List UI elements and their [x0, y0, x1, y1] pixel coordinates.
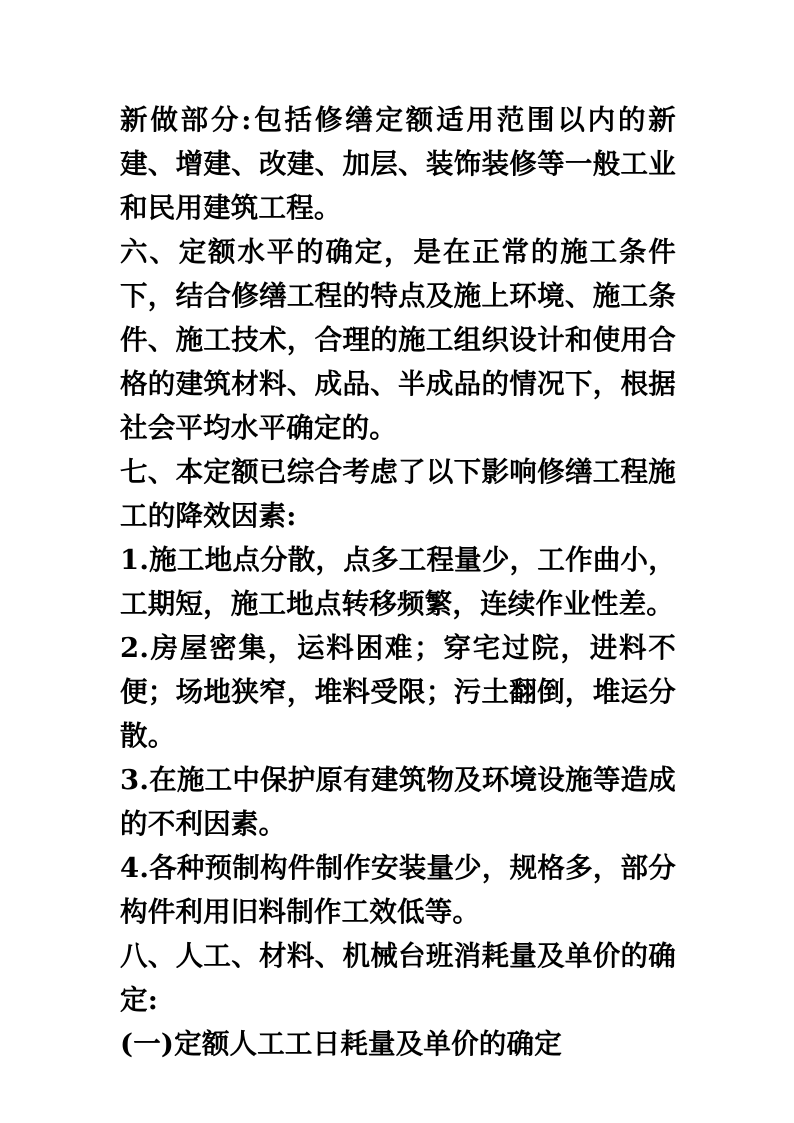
paragraph-section-seven: 七、本定额已综合考虑了以下影响修缮工程施工的降效因素: — [120, 456, 676, 532]
paragraph-item-2: 2.房屋密集，运料困难；穿宅过院，进料不便；场地狭窄，堆料受限；污土翻倒，堆运分散。 — [120, 632, 676, 752]
paragraph-section-six: 六、定额水平的确定，是在正常的施工条件下，结合修缮工程的特点及施上环境、施工条件、施工技术，合理的施工组织设计和使用合格的建筑材料、成品、半成品的情况下，根据社会平均水平确定的。 — [120, 236, 676, 444]
paragraph-subsection-one: (一)定额人工工日耗量及单价的确定 — [120, 1028, 562, 1060]
document-body — [120, 98, 676, 1066]
paragraph-item-4: 4.各种预制构件制作安装量少，规格多，部分构件利用旧料制作工效低等。 — [120, 852, 676, 928]
paragraph-item-1: 1.施工地点分散，点多工程量少，工作曲小，工期短，施工地点转移频繁，连续作业性差。 — [120, 544, 676, 620]
paragraph-item-3: 3.在施工中保护原有建筑物及环境设施等造成的不利因素。 — [120, 764, 676, 840]
paragraph-section-eight: 八、人工、材料、机械台班消耗量及单价的确定: — [120, 940, 676, 1016]
paragraph-new-work-scope: 新做部分:包括修缮定额适用范围以内的新建、增建、改建、加层、装饰装修等一般工业和民用建筑工程。 — [120, 104, 676, 224]
